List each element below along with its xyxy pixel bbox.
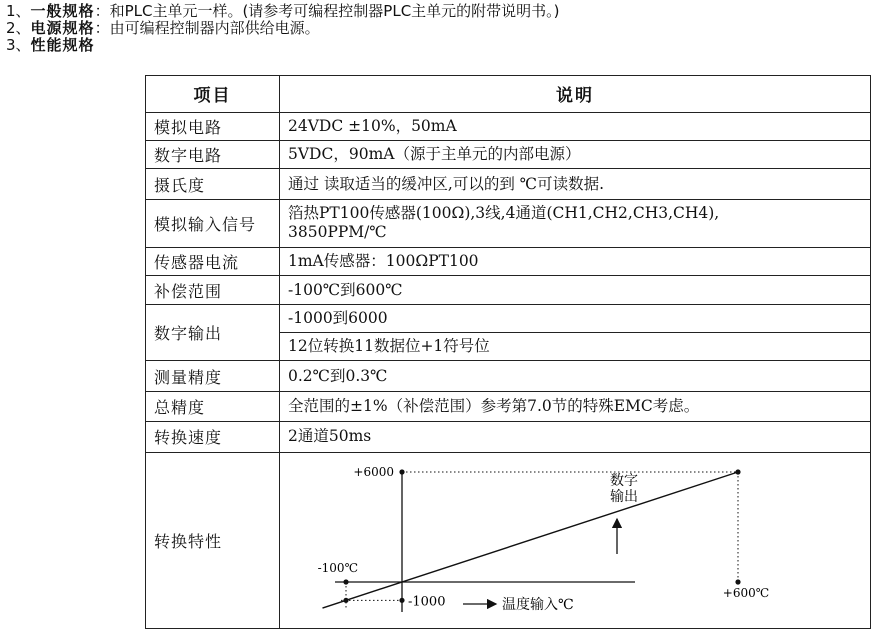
table-row bbox=[146, 276, 871, 304]
row-name: 数字输出 bbox=[146, 304, 280, 361]
table-row bbox=[146, 452, 871, 628]
row-name: 总精度 bbox=[146, 391, 280, 421]
table-row bbox=[146, 199, 871, 247]
y-axis-label-line: 输出 bbox=[610, 488, 638, 505]
row-name: 转换速度 bbox=[146, 422, 280, 452]
tick-marker bbox=[399, 598, 404, 603]
performance-spec-table bbox=[145, 75, 871, 629]
header-item: 项目 bbox=[146, 76, 280, 113]
table-row bbox=[146, 248, 871, 276]
row-value: -100℃到600℃ bbox=[280, 276, 871, 304]
row-value-line: 箔热PT100传感器(100Ω),3线,4通道(CH1,CH2,CH3,CH4), bbox=[288, 204, 720, 223]
intro-number: 1、 bbox=[6, 2, 31, 20]
tick-label-x-left: -100℃ bbox=[317, 560, 358, 575]
tick-label-y-top: +6000 bbox=[353, 464, 394, 479]
table-row bbox=[146, 391, 871, 421]
table-row bbox=[146, 112, 871, 140]
table-row bbox=[146, 422, 871, 452]
row-value-line: 3850PPM/℃ bbox=[288, 223, 387, 242]
row-value: 2通道50ms bbox=[280, 422, 871, 452]
intro-text: ：由可编程控制器内部供给电源。 bbox=[94, 19, 320, 37]
table-row bbox=[146, 141, 871, 169]
table-row bbox=[146, 361, 871, 391]
x-axis-label: 温度输入℃ bbox=[502, 596, 574, 613]
intro-line-performance-spec bbox=[6, 36, 95, 54]
intro-line-power-spec bbox=[6, 19, 320, 37]
row-name: 模拟输入信号 bbox=[146, 199, 280, 247]
table-row bbox=[146, 169, 871, 199]
conversion-chart-cell bbox=[280, 452, 871, 628]
tick-label-x-right: +600℃ bbox=[722, 585, 770, 600]
intro-label: 一般规格 bbox=[30, 2, 95, 20]
intro-number: 2、 bbox=[6, 19, 31, 37]
row-value: 0.2℃到0.3℃ bbox=[280, 361, 871, 391]
data-point bbox=[343, 598, 348, 603]
row-name: 转换特性 bbox=[146, 452, 280, 628]
row-name: 传感器电流 bbox=[146, 248, 280, 276]
row-value: 24VDC ±10%，50mA bbox=[280, 112, 871, 140]
table-row bbox=[146, 304, 871, 332]
data-point bbox=[735, 469, 740, 474]
row-name: 测量精度 bbox=[146, 361, 280, 391]
conversion-characteristic-chart bbox=[280, 457, 870, 620]
y-axis-label bbox=[610, 472, 642, 505]
intro-line-general-spec bbox=[6, 2, 560, 20]
intro-label: 性能规格 bbox=[30, 36, 95, 54]
intro-text: ：和PLC主单元一样。(请参考可编程控制器PLC主单元的附带说明书。) bbox=[94, 2, 560, 20]
series-line bbox=[322, 472, 738, 608]
row-value: 通过 读取适当的缓冲区,可以的到 ℃可读数据. bbox=[280, 169, 871, 199]
row-value: 全范围的±1%（补偿范围）参考第7.0节的特殊EMC考虑。 bbox=[280, 391, 871, 421]
tick-marker bbox=[399, 469, 404, 474]
header-description: 说明 bbox=[280, 76, 871, 113]
row-name: 模拟电路 bbox=[146, 112, 280, 140]
row-name: 摄氏度 bbox=[146, 169, 280, 199]
row-value: 5VDC，90mA（源于主单元的内部电源） bbox=[280, 141, 871, 169]
intro-number: 3、 bbox=[6, 36, 31, 54]
row-value: 12位转换11数据位+1符号位 bbox=[280, 333, 871, 361]
row-value: -1000到6000 bbox=[280, 304, 871, 332]
intro-label: 电源规格 bbox=[30, 19, 95, 37]
row-value: 1mA传感器：100ΩPT100 bbox=[280, 248, 871, 276]
row-value bbox=[280, 199, 871, 247]
table-header-row bbox=[146, 76, 871, 113]
tick-marker bbox=[343, 579, 348, 584]
tick-marker bbox=[735, 579, 740, 584]
row-name: 数字电路 bbox=[146, 141, 280, 169]
tick-label-y-bottom: -1000 bbox=[408, 594, 446, 610]
y-axis-label-line: 数字 bbox=[610, 472, 638, 489]
row-name: 补偿范围 bbox=[146, 276, 280, 304]
